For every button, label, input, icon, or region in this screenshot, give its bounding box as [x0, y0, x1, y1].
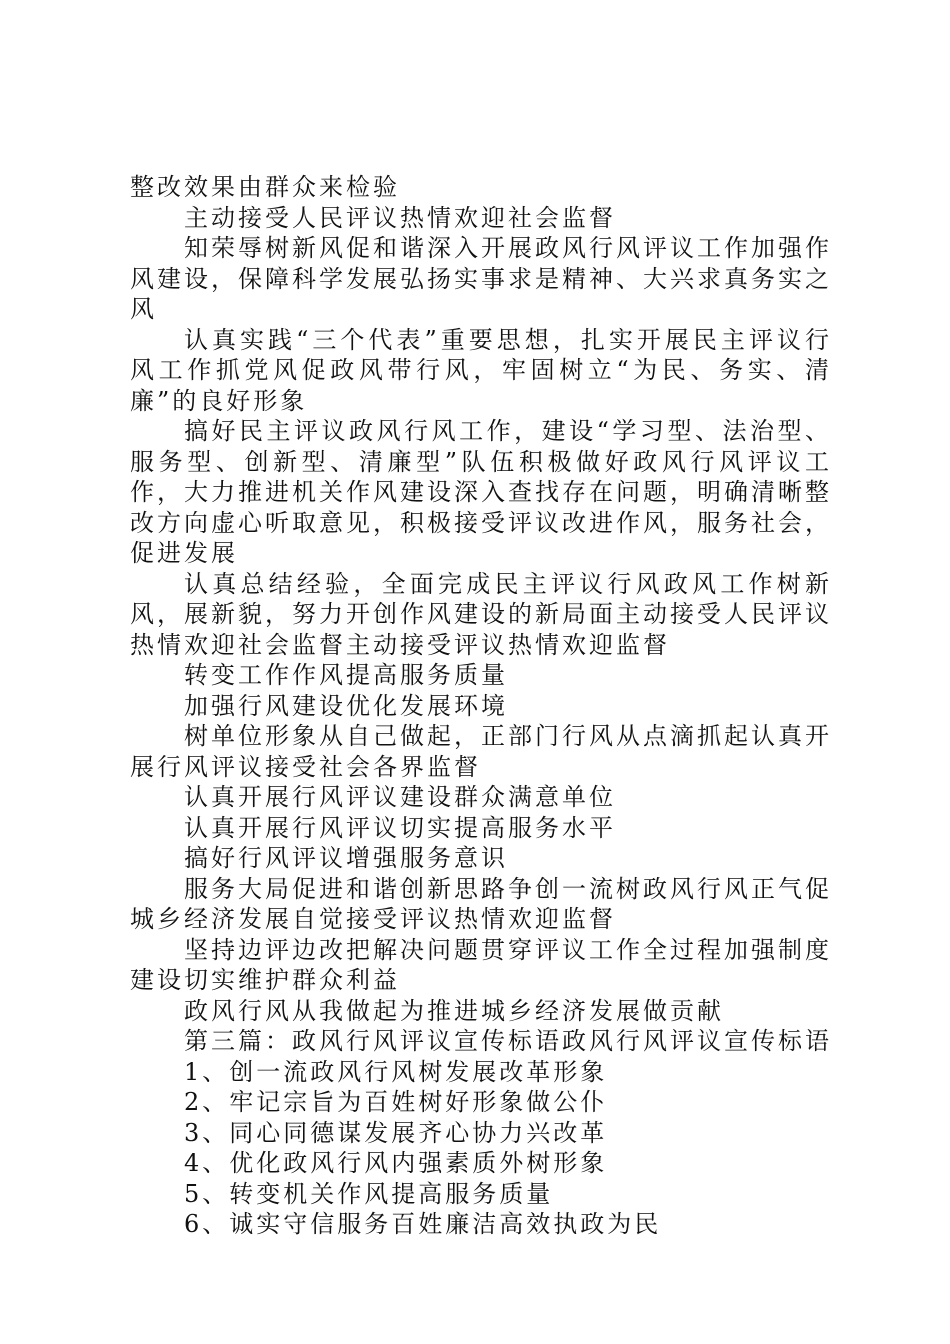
- paragraph: 树单位形象从自己做起，正部门行风从点滴抓起认真开展行风评议接受社会各界监督: [130, 722, 832, 781]
- paragraph: 认真开展行风评议切实提高服务水平: [184, 813, 616, 842]
- paragraph: 搞好行风评议增强服务意识: [184, 844, 508, 872]
- paragraph: 认真总结经验，全面完成民主评议行风政风工作树新风，展新貌，努力开创作风建设的新局面主动接受人民评议热情欢迎社会监督主动接受评议热情欢迎监督: [130, 569, 832, 659]
- paragraph: 坚持边评边改把解决问题贯穿评议工作全过程加强制度建设切实维护群众利益: [130, 935, 832, 994]
- paragraph: 服务大局促进和谐创新思路争创一流树政风行风正气促城乡经济发展自觉接受评议热情欢迎监督: [130, 874, 832, 933]
- list-item: 2、牢记宗旨为百姓树好形象做公仆: [184, 1088, 608, 1116]
- section-heading: 第三篇：政风行风评议宣传标语政风行风评议宣传标语: [184, 1027, 832, 1055]
- paragraph: 加强行风建设优化发展环境: [184, 691, 508, 720]
- list-item: 5、转变机关作风提高服务质量: [184, 1179, 554, 1208]
- document-body: [130, 172, 832, 1240]
- paragraph: 认真实践“三个代表”重要思想，扎实开展民主评议行风工作抓党风促政风带行风，牢固树立“为民、务实、清廉”的良好形象: [130, 325, 832, 415]
- list-item: 4、优化政风行风内强素质外树形象: [184, 1149, 608, 1177]
- paragraph: 整改效果由群众来检验: [130, 173, 400, 201]
- paragraph: 搞好民主评议政风行风工作，建设“学习型、法治型、服务型、创新型、清廉型”队伍积极做好政风行风评议工作，大力推进机关作风建设深入查找存在问题，明确清晰整改方向虚心听取意见，积极接受评议改进作风，服务社会，促进发展: [130, 417, 832, 567]
- list-item: 6、诚实守信服务百姓廉洁高效执政为民: [184, 1210, 662, 1238]
- list-item: 1、创一流政风行风树发展改革形象: [184, 1057, 608, 1086]
- list-item: 3、同心同德谋发展齐心协力兴改革: [184, 1118, 608, 1147]
- paragraph: 主动接受人民评议热情欢迎社会监督: [184, 203, 616, 232]
- paragraph: 认真开展行风评议建设群众满意单位: [184, 783, 616, 811]
- paragraph: 政风行风从我做起为推进城乡经济发展做贡献: [184, 996, 724, 1025]
- paragraph: 知荣辱树新风促和谐深入开展政风行风评议工作加强作风建设，保障科学发展弘扬实事求是精神、大兴求真务实之风: [130, 234, 832, 323]
- paragraph: 转变工作作风提高服务质量: [184, 661, 508, 689]
